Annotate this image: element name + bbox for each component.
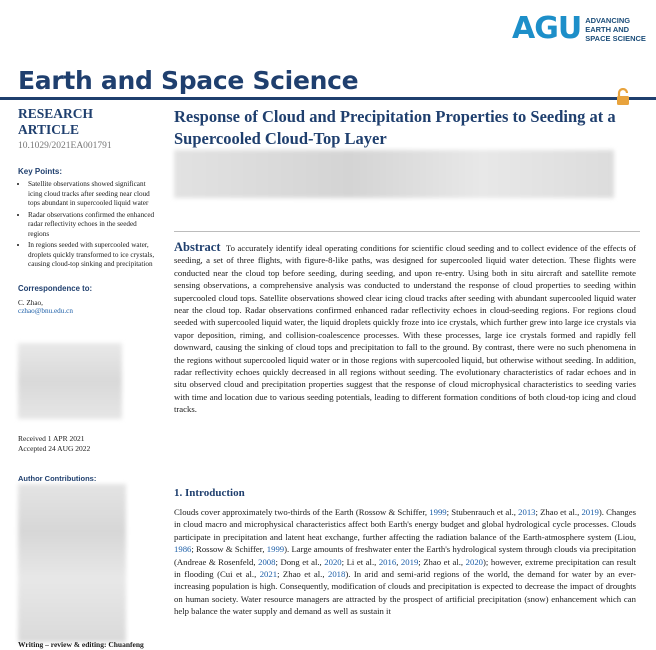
- correspondence-title: Correspondence to:: [18, 283, 93, 293]
- article-title: Response of Cloud and Precipitation Properties to Seeding at a Supercooled Cloud-Top Layer: [174, 107, 616, 148]
- intro-text-segment: ); however, extreme precipitation can result in flooding (Cui et al.,: [174, 556, 636, 580]
- citation-link[interactable]: 1986: [174, 544, 192, 555]
- received-date: Received 1 APR 2021: [18, 434, 85, 443]
- agu-logo-text: AGU: [512, 11, 582, 46]
- citation-link[interactable]: 2020: [465, 556, 483, 567]
- abstract-divider: [174, 231, 640, 232]
- abstract: [174, 241, 636, 416]
- intro-text-segment: ). In arid and semi-arid regions of the world, the demand for water by an ever-increasing population is high. Consequently, modification of clouds and precipitation is expected to decrease the impact of droughts on human society. Water resource managers are attracted by the prospect of artificial precipitation (snow) enhancement which can help balance the water supply and demand as well as sustain it: [174, 569, 636, 617]
- intro-text-segment: Clouds cover approximately two-thirds of the Earth (Rossow & Schiffer,: [174, 507, 430, 517]
- doi[interactable]: 10.1029/2021EA001791: [18, 141, 112, 151]
- citation-link[interactable]: 2019: [581, 507, 599, 517]
- redacted-contributions-block: [18, 484, 126, 642]
- section-title-introduction: 1. Introduction: [174, 487, 245, 499]
- citation-link[interactable]: 2019: [400, 556, 419, 567]
- intro-text-segment: ,: [396, 556, 401, 567]
- intro-text-segment: ). Large amounts of freshwater enter the Earth's hydrological system through clouds via precipitation (Andreae & Rosenfeld,: [174, 544, 636, 567]
- redacted-citation-block: [18, 343, 122, 419]
- intro-text-segment: ). Changes in cloud macro and microphysical characteristics affect both Earth's energy budget and global hydrological cycle processes. Clouds participate in precipitation and latent heat exchange, further affecting the radiation balance of the Earth-atmosphere system (Liou,: [174, 507, 637, 542]
- open-lock-icon: [614, 88, 634, 106]
- intro-text-segment: ; Li et al.,: [341, 556, 379, 567]
- key-points-list: [18, 180, 156, 270]
- abstract-label: Abstract: [174, 240, 221, 254]
- citation-link[interactable]: 2020: [324, 556, 342, 567]
- citation-link[interactable]: 1999: [266, 544, 285, 555]
- key-points-title: Key Points:: [18, 167, 63, 176]
- citation-link[interactable]: 2008: [258, 556, 276, 567]
- redacted-author-list: [174, 150, 614, 198]
- correspondence-name: C. Zhao,: [18, 298, 43, 307]
- introduction-text: [174, 506, 636, 618]
- intro-text-segment: ; Zhao et al.,: [418, 556, 466, 567]
- intro-text-segment: ; Rossow & Schiffer,: [191, 544, 267, 555]
- citation-link[interactable]: 2018: [327, 569, 346, 580]
- citation-link[interactable]: 2016: [378, 556, 397, 567]
- author-contributions-title: Author Contributions:: [18, 474, 97, 483]
- key-point: • In regions seeded with supercooled water, droplets quickly transformed to ice crystals, causing cloud-top sinking and precipitation: [28, 241, 156, 270]
- intro-text-segment: ; Zhao et al.,: [535, 507, 582, 517]
- publication-dates: [18, 434, 90, 454]
- intro-text-segment: ; Dong et al.,: [275, 556, 325, 567]
- citation-link[interactable]: 1999: [429, 507, 447, 517]
- article-sidebar: [18, 106, 156, 315]
- journal-divider: [0, 97, 656, 100]
- intro-text-segment: ; Stubenrauch et al.,: [446, 507, 519, 517]
- article-type: RESEARCH ARTICLE: [18, 106, 94, 137]
- citation-link[interactable]: 2013: [518, 507, 536, 517]
- agu-logo[interactable]: [512, 11, 646, 46]
- key-point: • Satellite observations showed significant icing cloud tracks after seeding near cloud tops abundant in supercooled liquid water: [28, 180, 156, 209]
- abstract-text: To accurately identify ideal operating conditions for scientific cloud seeding and to collect evidence of the effects of seeding, a set of three flights, with figure-8-like paths, was designed for supercooled liquid water detection. These flights were conducted near the cloud top before seeding, during seeding, and upon re-entry. Using both in situ aircraft and satellite remote sensing observations, a comprehensive analysis was conducted to understand the response of cloud properties to seeding within supercooled cloud tops. Satellite observations showed clear icing cloud tracks after seeding with abundant supercooled liquid water near the cloud top. Radar observations confirmed enhanced radar reflectivity echoes in cloud-seeding regions. For regions cloud seeded with supercooled liquid water, the liquid droplets quickly froze into ice crystals, which further grew into large ice crystals via vapor deposition, riming, and collision-coalescence processes. With these processes, large ice crystals formed and rapidly fell downward, causing the sinking of cloud tops and precipitation to fall to the ground. By contrast, there were no such phenomena in the regions without supercooled liquid water or in those regions with supercooled liquid, but otherwise without seeding. In addition, radar reflectivity echoes quickly decreased in all regions without seeding. The evolutionary characteristics of radar echoes and in situ observed cloud and precipitation properties suggest that the response of cloud microphysical characteristics to seeding varies with time and location due to various seeding potentials, leading to different formation conditions of both cloud-top icing and cloud tracks.: [174, 243, 636, 415]
- correspondence-email-link[interactable]: czhao@bnu.edu.cn: [18, 306, 73, 315]
- key-point: • Radar observations confirmed the enhanced radar reflectivity echoes in the seeded regions: [28, 211, 156, 240]
- citation-link[interactable]: 2021: [259, 569, 278, 580]
- journal-title: Earth and Space Science: [18, 66, 359, 95]
- intro-text-segment: ; Zhao et al.,: [277, 569, 328, 580]
- agu-tagline: ADVANCING EARTH AND SPACE SCIENCE: [585, 15, 646, 43]
- writing-credit: Writing – review & editing: Chuanfeng: [18, 640, 144, 649]
- accepted-date: Accepted 24 AUG 2022: [18, 444, 91, 453]
